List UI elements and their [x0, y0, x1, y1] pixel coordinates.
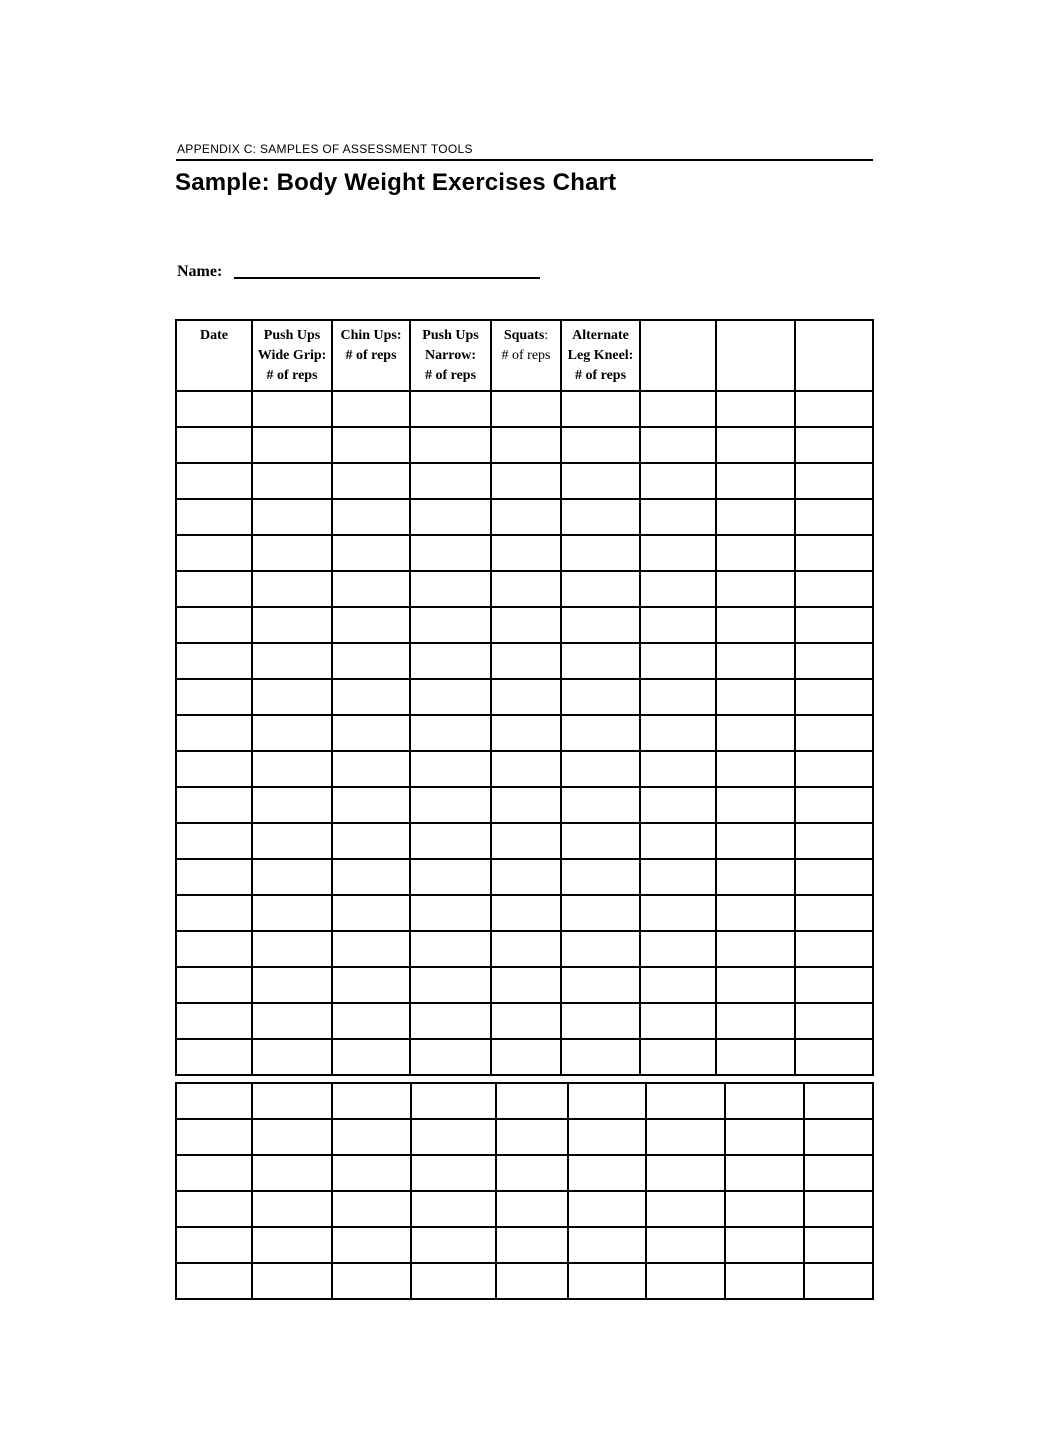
table-cell-push-ups-wide-grip: [252, 1155, 332, 1191]
table-cell-blank-3: [795, 571, 873, 607]
table-cell-chin-ups: [332, 931, 410, 967]
table-cell-push-ups-wide-grip: [252, 1119, 332, 1155]
table-cell-date: [176, 967, 252, 1003]
table-cell-blank-2: [716, 931, 795, 967]
table-cell-push-ups-narrow: [410, 751, 491, 787]
table-row: [176, 967, 873, 1003]
table-cell-push-ups-narrow: [410, 535, 491, 571]
table-cell-push-ups-narrow: [410, 931, 491, 967]
table-cell-alternate-leg-kneel: [568, 1191, 646, 1227]
table-cell-blank-2: [716, 895, 795, 931]
table-cell-blank-1: [646, 1083, 725, 1119]
table-cell-push-ups-narrow: [411, 1263, 496, 1299]
body-weight-exercises-table-continued: [175, 1082, 874, 1300]
table-cell-blank-2: [716, 679, 795, 715]
table-cell-push-ups-narrow: [410, 715, 491, 751]
table-cell-blank-1: [646, 1155, 725, 1191]
table-cell-push-ups-wide-grip: [252, 1227, 332, 1263]
table-cell-chin-ups: [332, 499, 410, 535]
table-cell-date: [176, 1119, 252, 1155]
table-row: [176, 571, 873, 607]
table-cell-push-ups-narrow: [411, 1119, 496, 1155]
table-cell-blank-1: [640, 607, 716, 643]
table-cell-blank-3: [804, 1191, 873, 1227]
header-rule: [176, 159, 873, 161]
table-cell-alternate-leg-kneel: [568, 1227, 646, 1263]
table-cell-push-ups-wide-grip: [252, 679, 332, 715]
table-row: [176, 643, 873, 679]
table-cell-blank-2: [716, 715, 795, 751]
table-cell-blank-3: [804, 1263, 873, 1299]
table-cell-squats: [491, 463, 561, 499]
table-cell-push-ups-wide-grip: [252, 751, 332, 787]
table-cell-blank-2: [716, 1003, 795, 1039]
table-cell-chin-ups: [332, 859, 410, 895]
table-cell-date: [176, 643, 252, 679]
table-cell-squats: [496, 1155, 568, 1191]
table-cell-alternate-leg-kneel: [561, 499, 640, 535]
table-cell-alternate-leg-kneel: [561, 895, 640, 931]
table-cell-chin-ups: [332, 535, 410, 571]
table-cell-chin-ups: [332, 1227, 411, 1263]
table-cell-chin-ups: [332, 751, 410, 787]
table-cell-push-ups-wide-grip: [252, 859, 332, 895]
table-cell-alternate-leg-kneel: [568, 1083, 646, 1119]
table-cell-blank-2: [716, 787, 795, 823]
table-cell-blank-3: [795, 787, 873, 823]
table-cell-alternate-leg-kneel: [561, 391, 640, 427]
column-header-push-ups-wide-grip: Push Ups Wide Grip: # of reps: [252, 320, 332, 391]
table-cell-chin-ups: [332, 463, 410, 499]
table-cell-date: [176, 1083, 252, 1119]
table-cell-date: [176, 823, 252, 859]
table-cell-blank-1: [640, 1039, 716, 1075]
table-cell-squats: [491, 679, 561, 715]
table-cell-date: [176, 751, 252, 787]
table-cell-date: [176, 895, 252, 931]
table-cell-push-ups-narrow: [410, 859, 491, 895]
table-cell-blank-2: [716, 499, 795, 535]
table-cell-blank-2: [716, 751, 795, 787]
table-cell-blank-1: [640, 571, 716, 607]
table-cell-chin-ups: [332, 1155, 411, 1191]
table-cell-blank-3: [795, 463, 873, 499]
table-cell-blank-1: [640, 823, 716, 859]
table-cell-chin-ups: [332, 1039, 410, 1075]
table-cell-push-ups-wide-grip: [252, 715, 332, 751]
table-cell-blank-2: [725, 1083, 804, 1119]
table-cell-chin-ups: [332, 571, 410, 607]
table-cell-blank-3: [804, 1227, 873, 1263]
table-cell-blank-1: [640, 643, 716, 679]
table-cell-blank-2: [716, 391, 795, 427]
table-cell-blank-2: [716, 859, 795, 895]
table-cell-push-ups-narrow: [410, 967, 491, 1003]
table-cell-push-ups-narrow: [410, 607, 491, 643]
table-cell-push-ups-narrow: [411, 1155, 496, 1191]
table-cell-push-ups-wide-grip: [252, 1263, 332, 1299]
column-header-push-ups-narrow: Push Ups Narrow: # of reps: [410, 320, 491, 391]
column-header-squats: Squats: # of reps: [491, 320, 561, 391]
table-cell-blank-1: [646, 1119, 725, 1155]
table-cell-squats: [491, 895, 561, 931]
table-cell-squats: [491, 535, 561, 571]
table-cell-push-ups-narrow: [410, 427, 491, 463]
table-cell-squats: [491, 1003, 561, 1039]
name-blank-line: [234, 277, 540, 279]
table-cell-alternate-leg-kneel: [568, 1263, 646, 1299]
table-cell-squats: [496, 1119, 568, 1155]
table-cell-push-ups-narrow: [411, 1083, 496, 1119]
table-cell-push-ups-wide-grip: [252, 967, 332, 1003]
table-cell-blank-3: [795, 679, 873, 715]
column-header-blank-3: [795, 320, 873, 391]
table-cell-blank-1: [640, 535, 716, 571]
name-label: Name:: [177, 263, 223, 280]
table-cell-push-ups-narrow: [411, 1227, 496, 1263]
table-row: [176, 463, 873, 499]
table-cell-date: [176, 571, 252, 607]
table-cell-alternate-leg-kneel: [561, 463, 640, 499]
table-cell-date: [176, 427, 252, 463]
table-cell-alternate-leg-kneel: [561, 643, 640, 679]
table-cell-blank-2: [716, 643, 795, 679]
table-cell-squats: [491, 571, 561, 607]
table-cell-alternate-leg-kneel: [561, 931, 640, 967]
column-header-chin-ups: Chin Ups: # of reps: [332, 320, 410, 391]
table-cell-blank-3: [804, 1155, 873, 1191]
table-cell-push-ups-narrow: [410, 499, 491, 535]
table-cell-blank-1: [640, 715, 716, 751]
table-row: [176, 787, 873, 823]
table-row: [176, 679, 873, 715]
table-cell-alternate-leg-kneel: [561, 967, 640, 1003]
table-cell-blank-3: [795, 1039, 873, 1075]
table-cell-blank-2: [716, 427, 795, 463]
table-row: [176, 1263, 873, 1299]
table-cell-blank-2: [725, 1155, 804, 1191]
table-cell-push-ups-wide-grip: [252, 1191, 332, 1227]
table-row: [176, 1119, 873, 1155]
table-cell-blank-2: [716, 607, 795, 643]
table-cell-blank-2: [725, 1227, 804, 1263]
table-row: [176, 859, 873, 895]
table-cell-chin-ups: [332, 895, 410, 931]
table-row: [176, 499, 873, 535]
table-cell-date: [176, 391, 252, 427]
table-row: [176, 751, 873, 787]
table-row: [176, 715, 873, 751]
table-cell-push-ups-wide-grip: [252, 1039, 332, 1075]
table-cell-chin-ups: [332, 787, 410, 823]
table-cell-push-ups-narrow: [410, 895, 491, 931]
table-cell-blank-2: [716, 967, 795, 1003]
table-cell-date: [176, 499, 252, 535]
table-cell-blank-3: [795, 1003, 873, 1039]
table-cell-alternate-leg-kneel: [561, 823, 640, 859]
table-cell-alternate-leg-kneel: [561, 571, 640, 607]
table-cell-blank-1: [640, 1003, 716, 1039]
table-cell-date: [176, 463, 252, 499]
table-cell-date: [176, 931, 252, 967]
table-cell-blank-3: [795, 931, 873, 967]
table-cell-blank-3: [795, 427, 873, 463]
table-cell-chin-ups: [332, 715, 410, 751]
table-cell-blank-3: [795, 751, 873, 787]
table-cell-squats: [491, 427, 561, 463]
table-cell-push-ups-wide-grip: [252, 643, 332, 679]
table-row: [176, 823, 873, 859]
table-row: [176, 535, 873, 571]
table-cell-blank-1: [646, 1227, 725, 1263]
table-cell-push-ups-wide-grip: [252, 895, 332, 931]
table-cell-alternate-leg-kneel: [561, 1003, 640, 1039]
table-cell-push-ups-wide-grip: [252, 787, 332, 823]
table-cell-alternate-leg-kneel: [561, 751, 640, 787]
table-cell-chin-ups: [332, 607, 410, 643]
table-cell-squats: [491, 391, 561, 427]
table-cell-blank-1: [646, 1191, 725, 1227]
table-cell-alternate-leg-kneel: [561, 535, 640, 571]
table-cell-alternate-leg-kneel: [561, 859, 640, 895]
table-cell-push-ups-narrow: [410, 787, 491, 823]
table-cell-blank-3: [795, 715, 873, 751]
table-cell-squats: [491, 967, 561, 1003]
table-cell-blank-3: [795, 607, 873, 643]
table-cell-squats: [496, 1083, 568, 1119]
table-cell-squats: [491, 787, 561, 823]
page-title: Sample: Body Weight Exercises Chart: [175, 169, 617, 196]
table-cell-blank-1: [640, 679, 716, 715]
table-cell-alternate-leg-kneel: [568, 1155, 646, 1191]
table-cell-blank-3: [795, 643, 873, 679]
table-cell-squats: [491, 643, 561, 679]
table-cell-chin-ups: [332, 1083, 411, 1119]
appendix-header: APPENDIX C: SAMPLES OF ASSESSMENT TOOLS: [177, 142, 473, 156]
table-cell-push-ups-narrow: [410, 571, 491, 607]
table-cell-push-ups-narrow: [410, 823, 491, 859]
table-cell-push-ups-wide-grip: [252, 1083, 332, 1119]
table-cell-date: [176, 535, 252, 571]
table-header: [176, 320, 873, 391]
table-cell-squats: [491, 1039, 561, 1075]
table-cell-date: [176, 715, 252, 751]
table-cell-squats: [496, 1227, 568, 1263]
table-cell-push-ups-wide-grip: [252, 391, 332, 427]
table-cell-blank-1: [640, 427, 716, 463]
table-cell-push-ups-narrow: [410, 1039, 491, 1075]
table-cell-chin-ups: [332, 679, 410, 715]
table-cell-alternate-leg-kneel: [561, 787, 640, 823]
table-cell-alternate-leg-kneel: [561, 1039, 640, 1075]
table-cell-chin-ups: [332, 967, 410, 1003]
table-cell-chin-ups: [332, 1119, 411, 1155]
table-cell-blank-1: [640, 751, 716, 787]
table-cell-squats: [491, 607, 561, 643]
table-cell-squats: [491, 931, 561, 967]
table-cell-squats: [491, 859, 561, 895]
table-cell-push-ups-narrow: [410, 463, 491, 499]
table-cell-push-ups-wide-grip: [252, 1003, 332, 1039]
table-row: [176, 1155, 873, 1191]
table-cell-blank-3: [795, 535, 873, 571]
table-row: [176, 1039, 873, 1075]
table-cell-date: [176, 1155, 252, 1191]
table-row: [176, 1227, 873, 1263]
table-cell-chin-ups: [332, 1003, 410, 1039]
table-cell-push-ups-narrow: [410, 679, 491, 715]
table-cell-chin-ups: [332, 427, 410, 463]
table-row: [176, 607, 873, 643]
table-cell-date: [176, 787, 252, 823]
table-cell-squats: [491, 751, 561, 787]
table-cell-date: [176, 679, 252, 715]
table-cell-blank-3: [804, 1083, 873, 1119]
table-cell-push-ups-wide-grip: [252, 499, 332, 535]
table-cell-blank-1: [640, 859, 716, 895]
table-cell-date: [176, 1227, 252, 1263]
table-cell-blank-3: [795, 391, 873, 427]
table-cell-blank-2: [725, 1191, 804, 1227]
table-cell-date: [176, 1039, 252, 1075]
column-header-blank-1: [640, 320, 716, 391]
table-header-row: [176, 320, 873, 391]
table-cell-squats: [496, 1191, 568, 1227]
table-cell-push-ups-wide-grip: [252, 607, 332, 643]
table-cell-push-ups-wide-grip: [252, 427, 332, 463]
table-cell-squats: [496, 1263, 568, 1299]
table-cell-blank-1: [640, 895, 716, 931]
table-cell-blank-3: [795, 499, 873, 535]
table-cell-blank-2: [725, 1119, 804, 1155]
table-cell-chin-ups: [332, 643, 410, 679]
table-cell-blank-1: [640, 499, 716, 535]
table-cell-date: [176, 607, 252, 643]
table-cell-push-ups-wide-grip: [252, 463, 332, 499]
table-cell-blank-1: [640, 931, 716, 967]
table-cell-chin-ups: [332, 391, 410, 427]
table-cell-blank-3: [795, 967, 873, 1003]
table-cell-push-ups-narrow: [410, 643, 491, 679]
table-cell-blank-2: [725, 1263, 804, 1299]
table-cell-alternate-leg-kneel: [568, 1119, 646, 1155]
column-header-alternate-leg-kneel: Alternate Leg Kneel: # of reps: [561, 320, 640, 391]
table-cell-chin-ups: [332, 1191, 411, 1227]
table-cell-alternate-leg-kneel: [561, 427, 640, 463]
table-cell-push-ups-narrow: [410, 391, 491, 427]
table-cell-date: [176, 859, 252, 895]
table-cell-blank-1: [640, 967, 716, 1003]
column-header-date: Date: [176, 320, 252, 391]
table-cell-blank-3: [804, 1119, 873, 1155]
table-cell-blank-2: [716, 571, 795, 607]
column-header-blank-2: [716, 320, 795, 391]
table-cell-blank-1: [640, 787, 716, 823]
table-cell-blank-3: [795, 859, 873, 895]
table-cell-blank-2: [716, 1039, 795, 1075]
table-cell-push-ups-narrow: [411, 1191, 496, 1227]
table-cell-blank-1: [646, 1263, 725, 1299]
body-weight-exercises-table: [175, 319, 874, 1076]
table-row: [176, 931, 873, 967]
table-cell-blank-3: [795, 895, 873, 931]
table-cell-push-ups-wide-grip: [252, 823, 332, 859]
table-row: [176, 1191, 873, 1227]
table-cell-alternate-leg-kneel: [561, 607, 640, 643]
table-row: [176, 1083, 873, 1119]
table-row: [176, 427, 873, 463]
table-row: [176, 391, 873, 427]
table-cell-chin-ups: [332, 1263, 411, 1299]
table-cell-date: [176, 1191, 252, 1227]
table-row: [176, 895, 873, 931]
table-cell-push-ups-wide-grip: [252, 535, 332, 571]
table-cell-squats: [491, 823, 561, 859]
table-cell-chin-ups: [332, 823, 410, 859]
table-cell-blank-2: [716, 823, 795, 859]
table-cell-alternate-leg-kneel: [561, 679, 640, 715]
table-cell-alternate-leg-kneel: [561, 715, 640, 751]
table-cell-push-ups-narrow: [410, 1003, 491, 1039]
table-cell-date: [176, 1003, 252, 1039]
table-cell-blank-1: [640, 391, 716, 427]
table-cell-blank-2: [716, 463, 795, 499]
table-row: [176, 1003, 873, 1039]
table-cell-squats: [491, 715, 561, 751]
table-cell-push-ups-wide-grip: [252, 931, 332, 967]
table-cell-blank-1: [640, 463, 716, 499]
table-cell-push-ups-wide-grip: [252, 571, 332, 607]
table-cell-date: [176, 1263, 252, 1299]
table-cell-squats: [491, 499, 561, 535]
table-cell-blank-2: [716, 535, 795, 571]
table-cell-blank-3: [795, 823, 873, 859]
